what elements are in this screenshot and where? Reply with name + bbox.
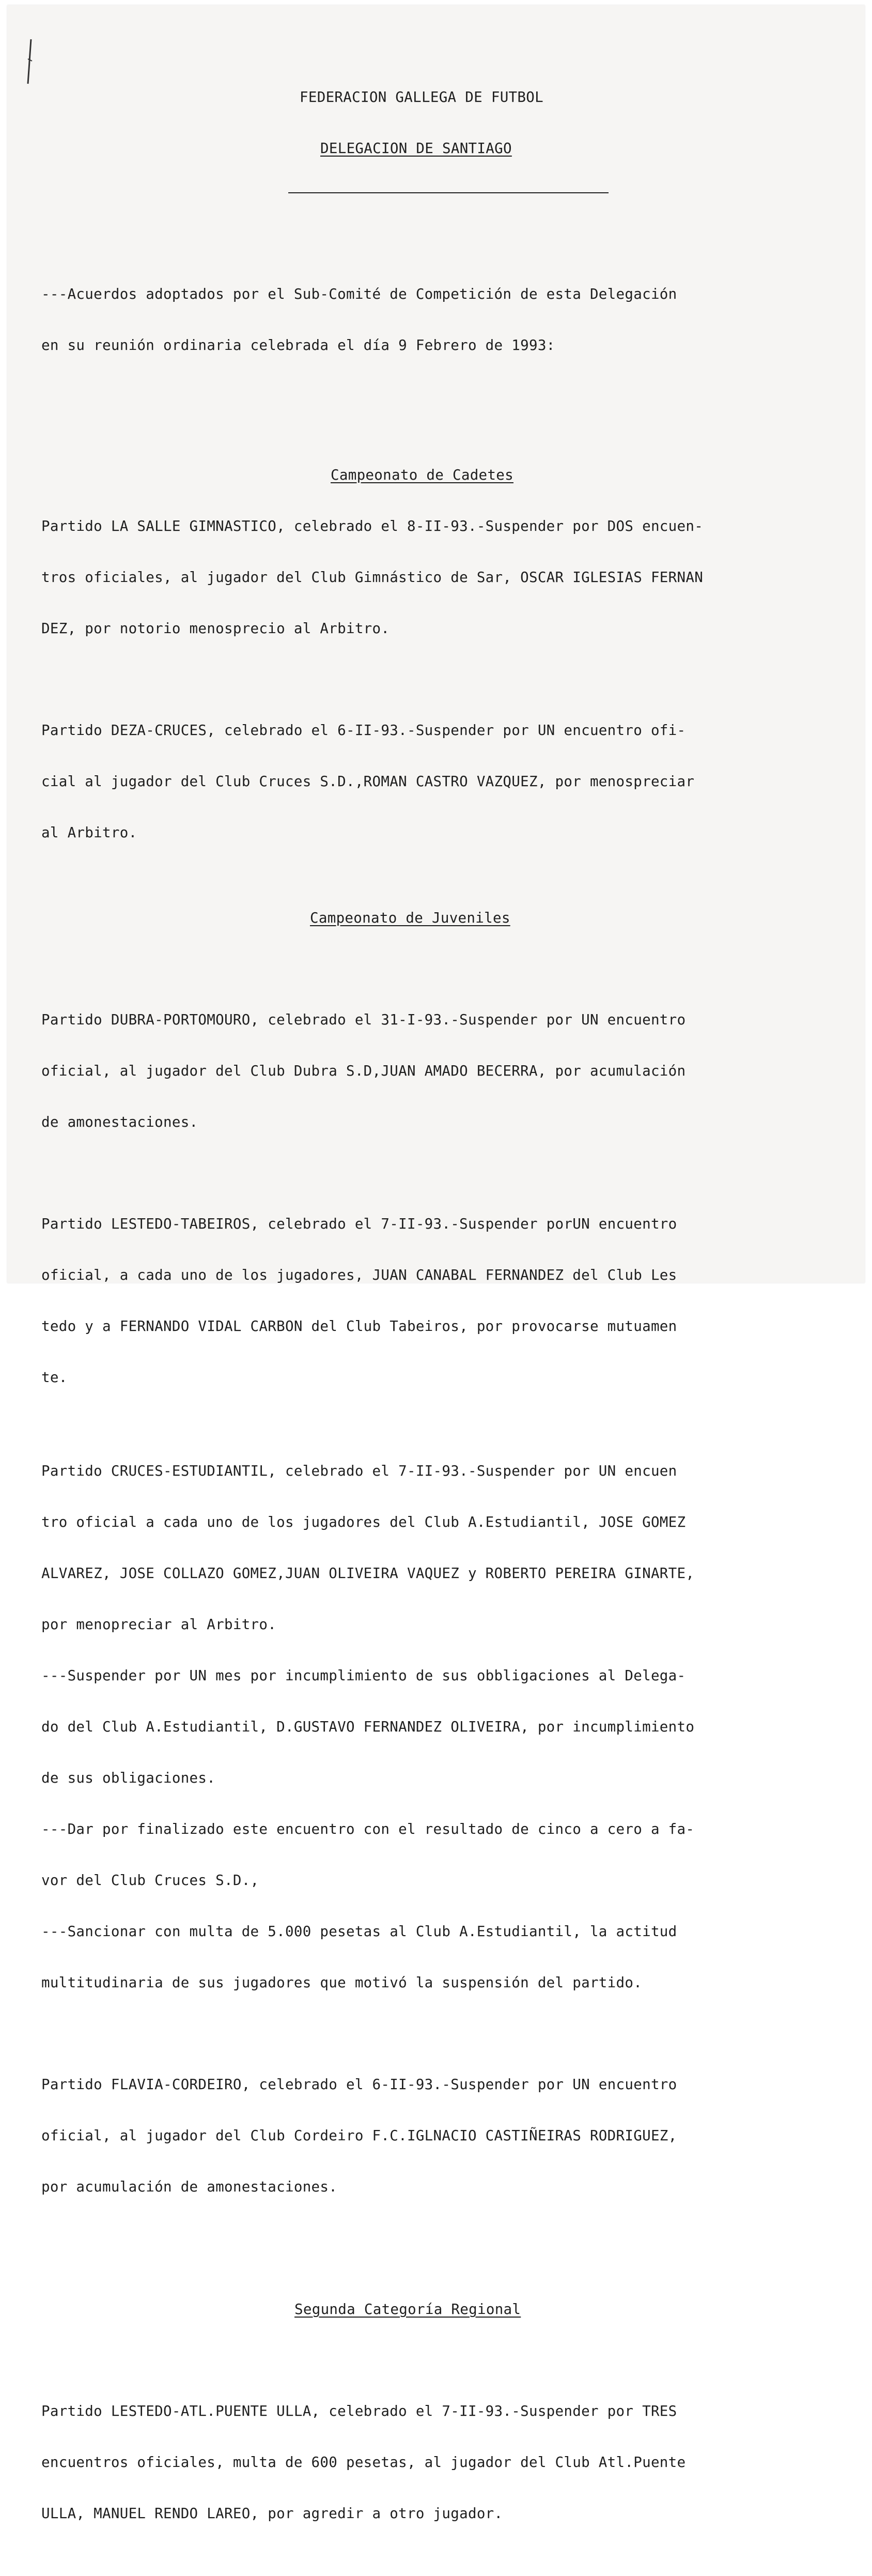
paragraph-line: tros oficiales, al jugador del Club Gimnástico de Sar, OSCAR IGLESIAS FERNAN xyxy=(41,569,704,586)
section-title-regional: Segunda Categoría Regional xyxy=(294,2301,521,2318)
paragraph-line: de amonestaciones. xyxy=(41,1114,198,1130)
paragraph-line: Partido FLAVIA-CORDEIRO, celebrado el 6-II-93.-Suspender por UN encuentro xyxy=(41,2076,677,2093)
paragraph-line: oficial, a cada uno de los jugadores, JUAN CANABAL FERNANDEZ del Club Les xyxy=(41,1267,677,1283)
paragraph-line: oficial, al jugador del Club Cordeiro F.C.IGLNACIO CASTIÑEIRAS RODRIGUEZ, xyxy=(41,2127,677,2144)
paragraph-line: ALVAREZ, JOSE COLLAZO GOMEZ,JUAN OLIVEIRA VAQUEZ y ROBERTO PEREIRA GINARTE, xyxy=(41,1565,695,1582)
paragraph-line: encuentros oficiales, multa de 600 pesetas, al jugador del Club Atl.Puente xyxy=(41,2454,686,2471)
paragraph-line: DEZ, por notorio menosprecio al Arbitro. xyxy=(41,620,390,637)
paragraph-line: oficial, al jugador del Club Dubra S.D,JUAN AMADO BECERRA, por acumulación xyxy=(41,1063,686,1079)
paragraph-line: ---Suspender por UN mes por incumplimiento de sus obbligaciones al Delega- xyxy=(41,1667,686,1684)
paragraph-line: Partido DEZA-CRUCES, celebrado el 6-II-93.-Suspender por UN encuentro ofi- xyxy=(41,722,686,739)
intro-line: ---Acuerdos adoptados por el Sub-Comité de Competición de esta Delegación xyxy=(41,286,677,302)
paragraph-line: vor del Club Cruces S.D., xyxy=(41,1872,259,1889)
paragraph-line: al Arbitro. xyxy=(41,824,137,841)
paragraph-line: tedo y a FERNANDO VIDAL CARBON del Club Tabeiros, por provocarse mutuamen xyxy=(41,1318,677,1335)
header-rule xyxy=(288,192,609,193)
paragraph-line: ---Dar por finalizado este encuentro con el resultado de cinco a cero a fa- xyxy=(41,1821,695,1837)
paragraph-line: ---Sancionar con multa de 5.000 pesetas al Club A.Estudiantil, la actitud xyxy=(41,1923,677,1940)
paragraph-line: por acumulación de amonestaciones. xyxy=(41,2179,338,2195)
paragraph-line: de sus obligaciones. xyxy=(41,1770,216,1786)
paragraph-line: cial al jugador del Club Cruces S.D.,ROMAN CASTRO VAZQUEZ, por menospreciar xyxy=(41,773,695,790)
paragraph-line: Partido LESTEDO-ATL.PUENTE ULLA, celebrado el 7-II-93.-Suspender por TRES xyxy=(41,2403,677,2419)
header-federation: FEDERACION GALLEGA DE FUTBOL xyxy=(300,89,543,105)
paragraph-line: Partido CRUCES-ESTUDIANTIL, celebrado el 7-II-93.-Suspender por UN encuen xyxy=(41,1463,677,1479)
paragraph-line: Partido DUBRA-PORTOMOURO, celebrado el 31-I-93.-Suspender por UN encuentro xyxy=(41,1011,686,1028)
paragraph-line: multitudinaria de sus jugadores que motivó la suspensión del partido. xyxy=(41,1974,643,1991)
header-delegation: DELEGACION DE SANTIAGO xyxy=(320,140,512,157)
paragraph-line: te. xyxy=(41,1369,68,1386)
paragraph-line: ULLA, MANUEL RENDO LAREO, por agredir a otro jugador. xyxy=(41,2505,503,2522)
paragraph-line: tro oficial a cada uno de los jugadores del Club A.Estudiantil, JOSE GOMEZ xyxy=(41,1514,686,1530)
paragraph-line: Partido LESTEDO-TABEIROS, celebrado el 7-II-93.-Suspender porUN encuentro xyxy=(41,1216,677,1232)
ink-mark xyxy=(27,38,33,85)
paragraph-line: Partido LA SALLE GIMNASTICO, celebrado el 8-II-93.-Suspender por DOS encuen- xyxy=(41,518,704,534)
section-title-cadetes: Campeonato de Cadetes xyxy=(331,467,513,483)
paragraph-line: do del Club A.Estudiantil, D.GUSTAVO FERNANDEZ OLIVEIRA, por incumplimiento xyxy=(41,1719,695,1735)
document-page xyxy=(7,5,865,2522)
intro-line: en su reunión ordinaria celebrada el día 9 Febrero de 1993: xyxy=(41,337,555,354)
document-body xyxy=(41,55,847,2576)
paragraph-line: por menopreciar al Arbitro. xyxy=(41,1616,277,1633)
section-title-juveniles: Campeonato de Juveniles xyxy=(310,910,510,926)
